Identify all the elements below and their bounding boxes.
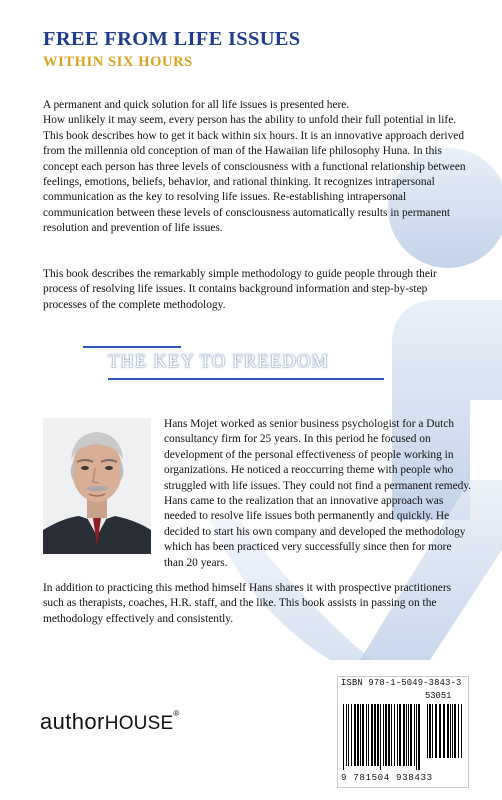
closing-paragraph: In addition to practicing this method himself Hans shares it with prospective practitioners such as therapists, coaches, H.R. staff, and the like. This book assists in passing on the methodology effectively and consistently. xyxy=(43,582,452,625)
publisher-logo xyxy=(40,709,180,735)
barcode-addon-number: 53051 xyxy=(425,691,452,701)
intro-first-line: A permanent and quick solution for all life issues is presented here. xyxy=(43,99,350,111)
ean-number: 9 781504 938433 xyxy=(341,772,433,783)
intro-body: How unlikely it may seem, every person has the ability to unfold their full potential in life. This book describes how to get it back within six hours. It is an innovative approach derived from the millennia old conception of man of the Hawaiian life philosophy Huna. In this concept each person has three levels of consciousness with a functional relationship between feelings, emotions, beliefs, behavior, and rational thinking. It recognizes intrapersonal communication as the key to resolving life issues. Re-establishing intrapersonal communication between these levels of consciousness automatically results in permanent resolution and prevention of life issues. xyxy=(43,114,466,235)
isbn-number: ISBN 978-1-5049-3843-3 xyxy=(341,678,462,688)
registered-mark: ® xyxy=(173,709,180,718)
book-title: FREE FROM LIFE ISSUES xyxy=(43,28,301,50)
barcode-graphic xyxy=(341,690,465,772)
publisher-author-part: author xyxy=(40,709,105,734)
heading-rule-bottom xyxy=(108,378,384,380)
author-portrait xyxy=(43,418,151,554)
intro-paragraph xyxy=(43,98,471,237)
methodology-paragraph: This book describes the remarkably simple methodology to guide people through their process of resolving life issues. It contains background information and step-by-step processes of the complete methodology. xyxy=(43,268,437,311)
publisher-house-part: HOUSE xyxy=(104,713,174,734)
book-subtitle: WITHIN SIX HOURS xyxy=(43,54,193,70)
heading-rule-top xyxy=(83,346,181,348)
author-bio: Hans Mojet worked as senior business psychologist for a Dutch consultancy firm for 25 years. In this period he focused on development of the personal effectiveness of people working in organizations. He noticed a reoccurring theme with people who struggled with life issues. They could not find a permanent remedy. Hans came to the realization that an innovative approach was needed to resolve life issues both permanently and quickly. He decided to start his own company and developed the methodology which has been practiced very successfully since then for more than 20 years. xyxy=(164,418,472,569)
key-to-freedom-heading: THE KEY TO FREEDOM xyxy=(108,352,330,372)
